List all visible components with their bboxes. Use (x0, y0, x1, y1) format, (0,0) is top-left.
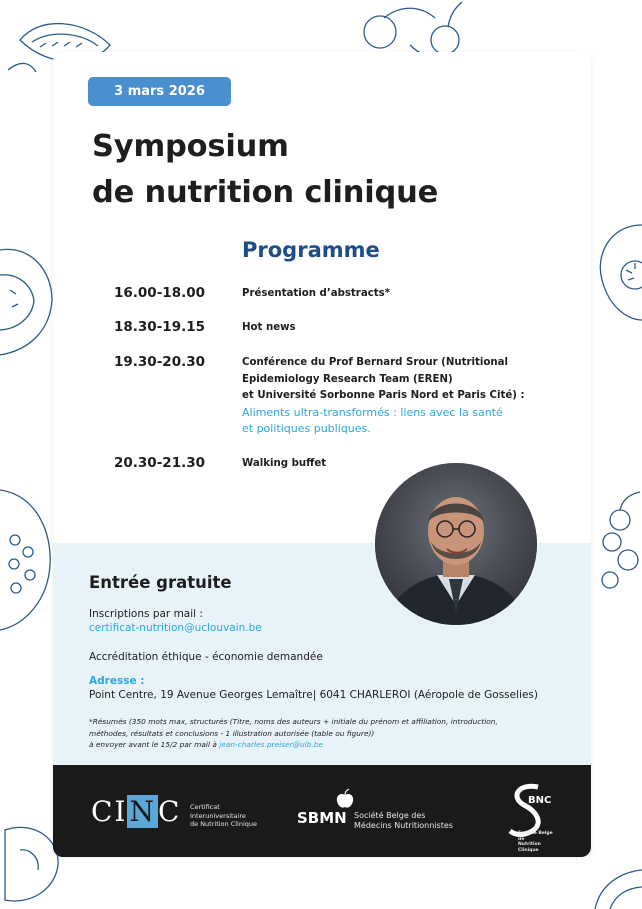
date-badge: 3 mars 2026 (88, 77, 231, 106)
apple-icon (336, 789, 354, 809)
programme-text (242, 355, 542, 438)
sbnc-text (518, 831, 558, 853)
cinc-logo-letters: CI (91, 795, 128, 828)
sbnc-text-line: Société Belge de (518, 831, 553, 842)
programme-text: Hot news (242, 322, 296, 333)
conference-line: Epidemiology Research Team (EREN) (242, 373, 453, 385)
sbmn-text (354, 811, 464, 831)
page-title (92, 124, 438, 216)
footnote-email-link[interactable]: jean-charles.preiser@ulb.be (219, 740, 324, 749)
footnote-line: méthodes, résultats et conclusions - 1 illustration autorisée (table ou figure)) (89, 728, 375, 738)
footnote-send-text: à envoyer avant le 15/2 par mail à (89, 740, 220, 749)
conference-line: et Université Sorbonne Paris Nord et Paris Cité) : (242, 390, 525, 401)
free-entry-heading: Entrée gratuite (89, 573, 232, 592)
sbmn-text-line: Société Belge des (354, 811, 426, 820)
cinc-text-line: de Nutrition Clinique (190, 820, 258, 828)
accreditation-text: Accréditation éthique - économie demandée (89, 651, 323, 663)
programme-time: 18.30-19.15 (114, 319, 206, 335)
cinc-logo-letter: C (157, 795, 182, 828)
cinc-logo (91, 795, 181, 828)
conference-topic-line: Aliments ultra-transformés : liens avec la santé (242, 405, 503, 419)
sbnc-logo-text: BNC (528, 795, 552, 806)
programme-time: 20.30-21.30 (114, 455, 206, 471)
speaker-photo (375, 463, 537, 625)
title-line-2: de nutrition clinique (92, 175, 439, 210)
registration-email-link[interactable]: certificat-nutrition@uclouvain.be (89, 622, 262, 634)
sbnc-text-line: Nutrition Clinique (518, 842, 541, 853)
sbnc-logo (498, 779, 568, 853)
fruit-doodle-left-low-icon (0, 480, 55, 640)
address-label: Adresse : (89, 675, 145, 687)
sbmn-logo: SBMN (297, 809, 347, 827)
conference-line: Conférence du Prof Bernard Srour (Nutritional (242, 357, 508, 368)
programme-heading: Programme (242, 238, 380, 262)
cinc-text-line: Interuniversitaire (190, 811, 246, 820)
sbmn-text-line: Médecins Nutritionnistes (354, 821, 453, 830)
registration-label: Inscriptions par mail : (89, 608, 203, 620)
title-line-1: Symposium (92, 129, 289, 164)
cinc-logo-n: N (129, 795, 156, 828)
fruit-doodle-right-top-icon (590, 215, 642, 345)
footnote-line: *Résumés (350 mots max, structurés (Titre, noms des auteurs + initiale du prénom et affiliation, introduction, (89, 717, 498, 726)
poster-card (53, 52, 591, 857)
programme-text: Walking buffet (242, 458, 327, 469)
programme-text: Présentation d’abstracts* (242, 288, 390, 299)
programme-time: 16.00-18.00 (114, 285, 206, 301)
fruit-doodle-right-low-icon (590, 490, 642, 620)
fruit-doodle-left-mid-icon (0, 235, 55, 370)
abstract-footnote (89, 716, 549, 751)
address-text: Point Centre, 19 Avenue Georges Lemaître| 6041 CHARLEROI (Aéropole de Gosselies) (89, 689, 538, 701)
conference-topic-line: et politiques publiques. (242, 422, 371, 435)
footer-logos (53, 765, 591, 857)
cinc-text (190, 803, 280, 829)
cinc-text-line: Certificat (190, 803, 220, 811)
programme-time: 19.30-20.30 (114, 354, 206, 370)
fruit-doodle-bottom-right-icon (585, 860, 642, 909)
